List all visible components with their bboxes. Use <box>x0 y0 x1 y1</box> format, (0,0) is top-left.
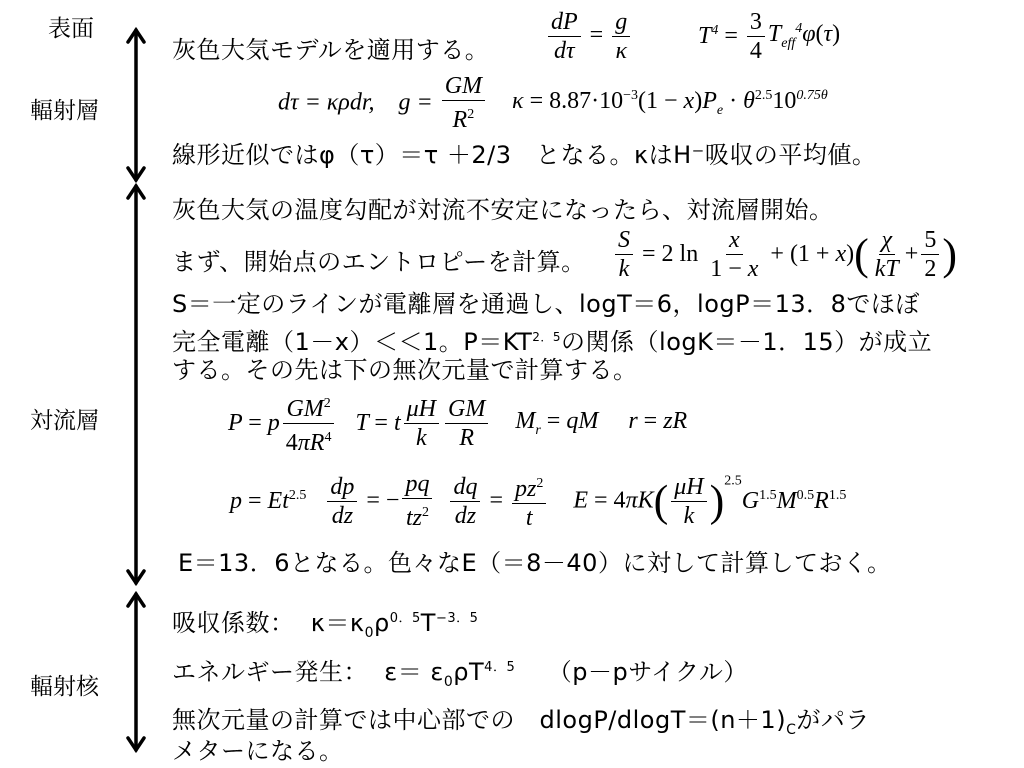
parameter-text: メターになる。 <box>172 737 344 765</box>
absorption-coefficient-text: 吸収係数： $\kappa=\kappa_0\rho^{0.5}T^{-3.5}$ <box>172 609 479 641</box>
full-ionization-text: 完全電離（1－x）＜＜1。$P=KT^{2.5}$の関係（logK＝－1．15）が成立 <box>172 328 933 356</box>
radiative-layer-label: 輻射層 <box>30 98 99 124</box>
ionization-text: S＝一定のラインが電離層を通過し、logT＝6，logP＝13．8でほぼ <box>172 290 920 318</box>
equation-temperature: $T^4$ = $\frac{3}{4}$ $T_{eff}^4\varphi(\tau)$ <box>698 9 841 64</box>
entropy-text: まず、開始点のエントロピーを計算。 <box>172 248 586 276</box>
convective-layer-label: 対流層 <box>30 408 99 434</box>
center-calc-text: 無次元量の計算では中心部での dlogP/$dlogT=(n+1)_C$がパラ <box>172 706 870 738</box>
equation-dtau-g-kappa: dτ = κρdr, g = $\frac{GM}{R^2}$ $\kappa = 8.87\cdot 10^{-3}(1 - x)P_e \cdot \theta^{2.5}10^{0.75\theta}$ <box>278 73 828 133</box>
equation-dP-dtau: $\frac{dP}{d\tau}$ = $\frac{g}{\kappa}$ <box>545 8 633 65</box>
dimensionless-text: する。その先は下の無次元量で計算する。 <box>172 356 638 384</box>
radiative-core-label: 輻射核 <box>30 674 99 700</box>
equation-entropy: $\frac{S}{k}$ = 2 ln $\frac{x}{1 - x}$ + (1 + x)( $\frac{\chi}{kT}$ + $\frac{5}{2}$ ) <box>612 226 957 283</box>
energy-generation-text: エネルギー発生： $\varepsilon= \varepsilon_0\rho T^{4.5}$ （p－pサイクル） <box>172 658 748 690</box>
e-value-text: E＝13．6となる。色々なE（＝8－40）に対して計算しておく。 <box>178 549 892 577</box>
gray-atmosphere-text: 灰色大気モデルを適用する。 <box>172 36 490 64</box>
equation-dimensionless-vars: P = p $\frac{GM^2}{4\pi R^4}$ T = t $\frac{\mu H}{k}$ $\frac{GM}{R}$ $M_r$ = qM r = zR <box>228 390 687 457</box>
equation-differential: $p = Et^{2.5}$ $\frac{dp}{dz}$ = − $\frac{pq}{tz^2}$ $\frac{dq}{dz}$ = $\frac{pz^2}{t}$ E = 4πK( $\frac{\mu H}{k}$ )$^{2.5}G^{1.5}M^{0.5}R^{1.5}$ <box>230 471 847 531</box>
convection-start-text: 灰色大気の温度勾配が対流不安定になったら、対流層開始。 <box>172 196 834 224</box>
surface-label: 表面 <box>48 16 94 42</box>
linear-approx-text: 線形近似ではφ（τ）＝τ ＋2/3 となる。κはH⁻吸収の平均値。 <box>172 141 877 169</box>
